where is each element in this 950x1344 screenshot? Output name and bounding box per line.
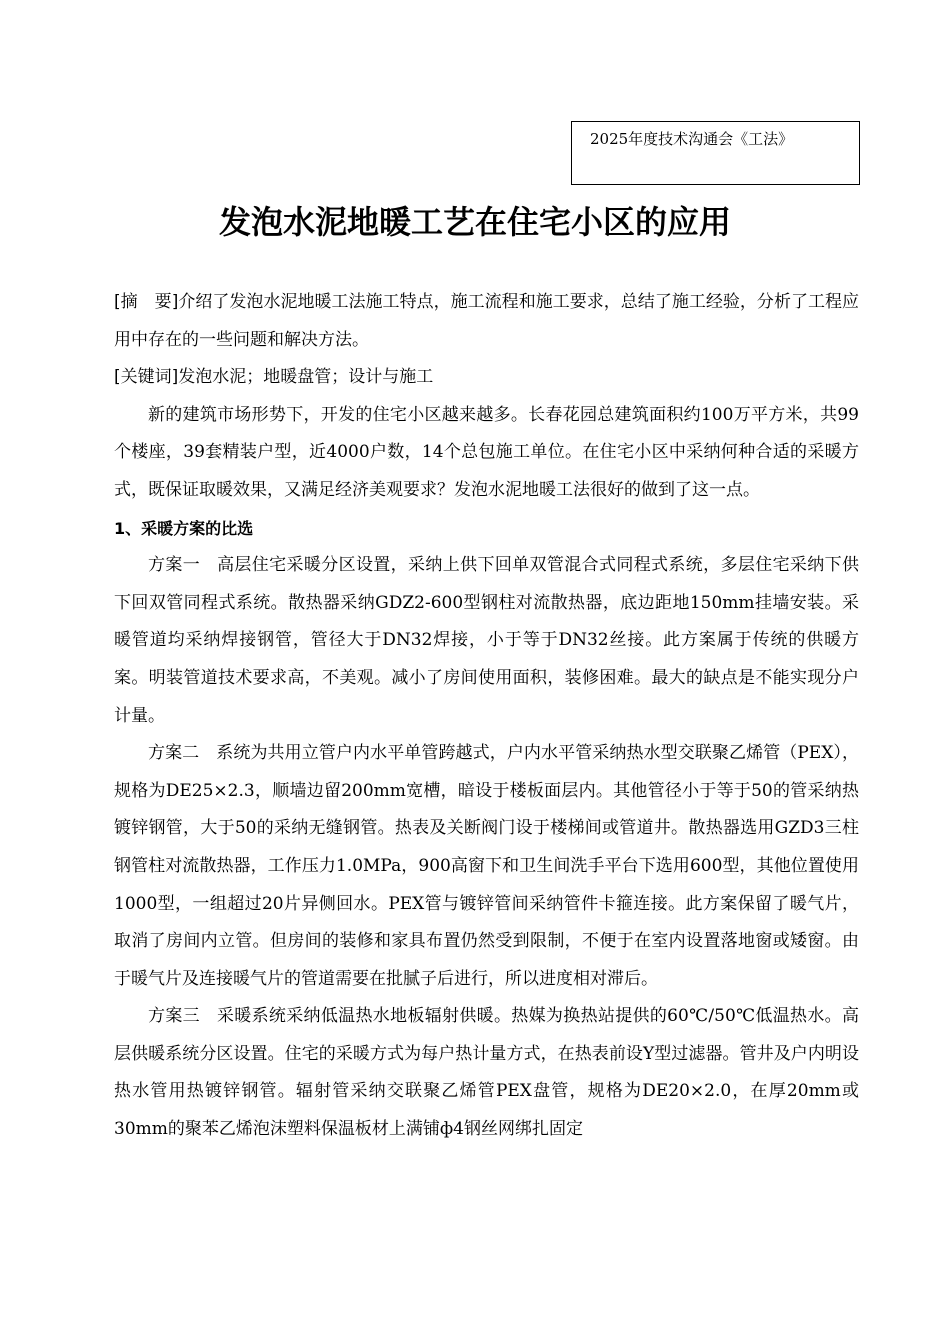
abstract-text: 介绍了发泡水泥地暖工法施工特点，施工流程和施工要求，总结了施工经验，分析了工程应用中存在的一些问题和解决方法。 bbox=[114, 292, 860, 350]
scheme1-text: 高层住宅采暖分区设置，采纳上供下回单双管混合式同程式系统，多层住宅采纳下供下回双管同程式系统。散热器采纳GDZ2-600型钢柱对流散热器，底边距地150mm挂墙安装。采暖管道均采纳焊接钢管，管径大于DN32焊接，小于等于DN32丝接。此方案属于传统的供暖方案。明装管道技术要求高，不美观。减小了房间使用面积，装修困难。最大的缺点是不能实现分户计量。 bbox=[114, 555, 859, 726]
scheme3-paragraph bbox=[114, 998, 859, 1148]
scheme3-label: 方案三 bbox=[148, 1006, 200, 1027]
scheme2-text: 系统为共用立管户内水平单管跨越式，户内水平管采纳热水型交联聚乙烯管（PEX），规格为DE25×2.3，顺墙边留200mm宽槽，暗设于楼板面层内。其他管径小于等于50的管采纳热镀锌钢管，大于50的采纳无缝钢管。热表及关断阀门设于楼梯间或管道井。散热器选用GZD3三柱钢管柱对流散热器，工作压力1.0MPa，900高窗下和卫生间洗手平台下选用600型，其他位置使用1000型，一组超过20片异侧回水。PEX管与镀锌管间采纳管件卡箍连接。此方案保留了暖气片，取消了房间内立管。但房间的装修和家具布置仍然受到限制，不便于在室内设置落地窗或矮窗。由于暖气片及连接暖气片的管道需要在批腻子后进行，所以进度相对滞后。 bbox=[114, 743, 860, 989]
scheme1-paragraph bbox=[114, 547, 859, 735]
intro-paragraph: 新的建筑市场形势下，开发的住宅小区越来越多。长春花园总建筑面积约100万平方米，共99个楼座，39套精装户型，近4000户数，14个总包施工单位。在住宅小区中采纳何种合适的采暖方式，既保证取暖效果，又满足经济美观要求？发泡水泥地暖工法很好的做到了这一点。 bbox=[114, 404, 859, 500]
section-heading: 1、采暖方案的比选 bbox=[114, 518, 254, 538]
document-body bbox=[114, 284, 859, 1149]
keywords-paragraph bbox=[114, 359, 859, 397]
abstract-paragraph bbox=[114, 284, 859, 359]
scheme1-label: 方案一 bbox=[148, 555, 201, 576]
header-box bbox=[571, 121, 860, 185]
keywords-label: [关键词] bbox=[114, 367, 179, 388]
scheme2-paragraph bbox=[114, 735, 859, 998]
abstract-label: [摘 要] bbox=[114, 292, 179, 312]
header-text: 2025年度技术沟通会《工法》 bbox=[590, 130, 794, 148]
scheme3-text: 采暖系统采纳低温热水地板辐射供暖。热媒为换热站提供的60℃/50℃低温热水。高层供暖系统分区设置。住宅的采暖方式为每户热计量方式，在热表前设Y型过滤器。管井及户内明设热水管用热镀锌钢管。辐射管采纳交联聚乙烯管PEX盘管，规格为DE20×2.0，在厚20mm或30mm的聚苯乙烯泡沫塑料保温板材上满铺ф4钢丝网绑扎固定 bbox=[114, 1006, 860, 1140]
page-title: 发泡水泥地暖工艺在住宅小区的应用 bbox=[218, 203, 731, 241]
keywords-text: 发泡水泥；地暖盘管；设计与施工 bbox=[178, 367, 434, 388]
scheme2-label: 方案二 bbox=[148, 743, 200, 764]
